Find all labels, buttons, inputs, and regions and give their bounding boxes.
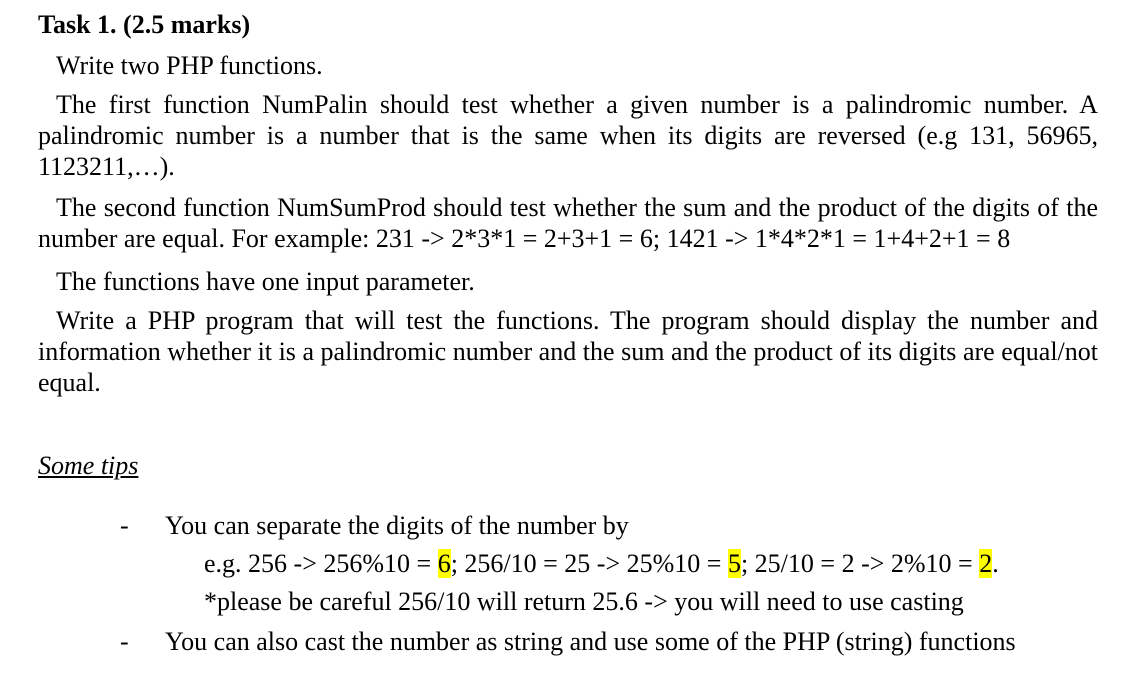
paragraph-numsumprod: The second function NumSumProd should test whether the sum and the product of the digits of the number are equal. For example: 231 -> 2*3*1 = 2+3+1 = 6; 1421 -> 1*4*2*1 = 1+4+2+1 = 8: [38, 193, 1098, 253]
example-text: .: [992, 549, 999, 578]
tip-example: [204, 545, 1098, 583]
bullet-dash: -: [120, 627, 129, 656]
task-title: Task 1. (2.5 marks): [38, 10, 251, 39]
highlight-digit: 5: [727, 549, 741, 578]
paragraph-parameter: The functions have one input parameter.: [56, 267, 475, 296]
tip-item: [38, 507, 1098, 545]
example-text: ; 25/10 = 2 -> 2%10 =: [740, 549, 980, 578]
paragraph-intro: Write two PHP functions.: [56, 51, 323, 80]
highlight-digit: 6: [437, 549, 451, 578]
tip-note: *please be careful 256/10 will return 25.6 -> you will need to use casting: [204, 587, 964, 616]
example-text: e.g. 256 -> 256%10 =: [204, 549, 438, 578]
paragraph-program: Write a PHP program that will test the functions. The program should display the number and information whether it is a palindromic number and the sum and the product of its digits are equal/not equal.: [38, 306, 1098, 397]
paragraph-numpalin: The first function NumPalin should test whether a given number is a palindromic number. A palindromic number is a number that is the same when its digits are reversed (e.g 131, 56965, 1123211,…).: [38, 90, 1098, 181]
bullet-dash: -: [120, 511, 129, 540]
tip-text: You can separate the digits of the number by: [165, 511, 629, 540]
task-document: [38, 10, 1098, 661]
tips-heading: Some tips: [38, 451, 139, 480]
tip-item: [38, 623, 1098, 661]
tip-text: You can also cast the number as string and use some of the PHP (string) functions: [165, 627, 1016, 656]
highlight-digit: 2: [979, 549, 993, 578]
example-text: ; 256/10 = 25 -> 25%10 =: [450, 549, 728, 578]
